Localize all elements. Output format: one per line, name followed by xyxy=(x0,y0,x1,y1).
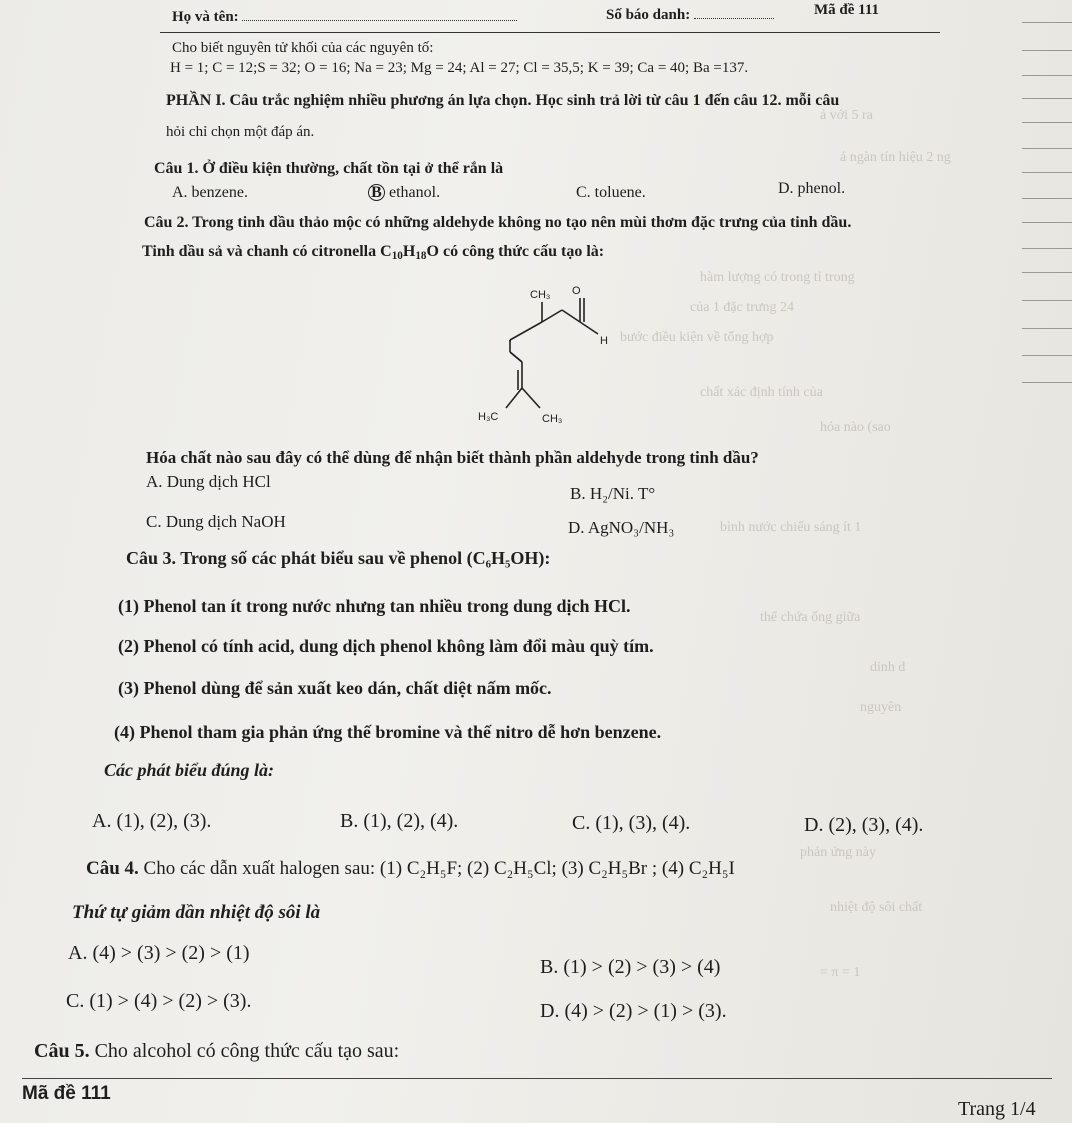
atomic-masses: H = 1; C = 12;S = 32; O = 16; Na = 23; Mg = 24; Al = 27; Cl = 35,5; K = 39; Ca = 40; Ba =137. xyxy=(170,60,749,76)
question-5-text: Cho alcohol có công thức cấu tạo sau: xyxy=(89,1040,400,1062)
question-2-stem-2 xyxy=(142,243,604,261)
name-field xyxy=(172,8,517,26)
candidate-number-blank xyxy=(694,6,774,19)
q2-option-b[interactable]: B. H₂/Ni. T° xyxy=(570,484,656,503)
q2-option-a[interactable]: A. Dung dịch HCl xyxy=(146,472,271,491)
q3-statement-1: (1) Phenol tan ít trong nước nhưng tan nhiều trong dung dịch HCl. xyxy=(118,596,631,616)
q3-option-b[interactable]: B. (1), (2), (4). xyxy=(340,810,459,832)
question-5-label: Câu 5. xyxy=(34,1040,90,1062)
q2-stem2-pre: Tinh dầu sả và chanh có citronella C xyxy=(142,243,392,260)
question-4-stem xyxy=(86,858,735,880)
label-ch3-bottom: CH₃ xyxy=(542,413,563,425)
question-2-label: Câu 2. xyxy=(144,214,189,231)
q1-option-b[interactable] xyxy=(368,184,440,202)
q4-option-b[interactable]: B. (1) > (2) > (3) > (4) xyxy=(540,956,721,978)
exam-code-header: Mã đề 111 xyxy=(814,2,880,18)
question-1-stem xyxy=(154,160,503,178)
part1-heading: PHẦN I. Câu trắc nghiệm nhiều phương án lựa chọn. Học sinh trả lời từ câu 1 đến câu 12. mỗi câu xyxy=(166,92,840,109)
q2-stem2-sub2: 18 xyxy=(415,249,427,262)
question-3-stem xyxy=(126,548,550,569)
q3-option-c[interactable]: C. (1), (3), (4). xyxy=(572,812,691,834)
q2-stem2-mid: H xyxy=(402,243,416,260)
question-2-text: Trong tinh dầu thảo mộc có những aldehyde không no tạo nên mùi thơm đặc trưng của tinh dầu. xyxy=(188,214,852,231)
q4-option-a[interactable]: A. (4) > (3) > (2) > (1) xyxy=(68,942,250,964)
question-4-label: Câu 4. xyxy=(86,858,139,879)
header-rule xyxy=(160,32,940,33)
q4-option-c[interactable]: C. (1) > (4) > (2) > (3). xyxy=(66,990,252,1012)
name-label: Họ và tên: xyxy=(172,9,239,25)
q1-option-d[interactable]: D. phenol. xyxy=(778,180,846,197)
q2-option-d[interactable]: D. AgNO₃/NH₃ xyxy=(568,518,675,537)
q1-option-b-circled: B xyxy=(368,184,385,201)
question-2-stem xyxy=(144,214,851,232)
q1-option-b-text: ethanol. xyxy=(385,184,441,201)
question-5-stem xyxy=(34,1040,399,1063)
question-3-label: Câu 3. xyxy=(126,548,177,568)
q3-statement-3: (3) Phenol dùng để sản xuất keo dán, chất diệt nấm mốc. xyxy=(118,678,552,698)
q2-stem2-post: O có công thức cấu tạo là: xyxy=(426,243,605,260)
question-1-text: Ở điều kiện thường, chất tồn tại ở thể rắn là xyxy=(198,160,504,177)
question-3-question: Các phát biểu đúng là: xyxy=(104,760,275,780)
q3-option-a[interactable]: A. (1), (2), (3). xyxy=(92,810,212,832)
footer-exam-code: Mã đề 111 xyxy=(22,1083,111,1104)
question-2-question: Hóa chất nào sau đây có thể dùng để nhận biết thành phần aldehyde trong tinh dầu? xyxy=(146,448,759,467)
question-4-text: Cho các dẫn xuất halogen sau: (1) C₂H₅F; (2) C₂H₅Cl; (3) C₂H₅Br ; (4) C₂H₅I xyxy=(138,858,735,879)
candidate-number-label: Số báo danh: xyxy=(606,7,691,23)
q3-statement-4: (4) Phenol tham gia phản ứng thế bromine và thế nitro dễ hơn benzene. xyxy=(114,722,662,742)
candidate-number-field xyxy=(606,6,774,24)
exam-page: ả với 5 ra á ngàn tín hiệu 2 ng hàm lượng có trong tỉ trong của 1 đặc trưng 24 bước điều kiện về tổng hợp chất xác định tính của hóa nào (sao bình nước chiếu sáng ít 1 thể chứa ống giữa dinh d nguyên phản ứng này nhiệt độ sôi chất = π = 1 Họ và tên: Số báo danh: Mã đề 111 Cho biết nguyên tử khối của các nguyên tố: H = 1; C = 12;S = 32; O = 16; Na = 23; Mg = 24; Al = 27; Cl = 35,5; K = 39; Ca = 40; Ba =137. PHẦN I. Câu trắc nghiệm nhiều phương án lựa chọn. Học sinh trả lời từ câu 1 đến câu 12. mỗi câu hỏi chỉ chọn một đáp án. Câu 1. Ở điều kiện thường, chất tồn tại ở thể rắn là A. benzene. B ethanol. C. toluene. D. phenol. Câu 2. Trong tinh dầu thảo mộc có những aldehyde không no tạo nên mùi thơm đặc trưng của tinh dầu. Tinh dầu sả và chanh có citronella $C_{10}H_{18}O$ có công thức cấu tạo là: CH₃ O H H₃C CH₃ Hóa chất nào sau đây có thể dùng để nhận biết thành phần aldehyde trong tinh dầu? A. Dung dịch HCl B. H₂/Ni. T° C. Dung dịch NaOH D. AgNO₃/NH₃ Câu 3. Trong số các phát biểu sau về phenol (C₆H₅OH): (1) Phenol tan ít trong nước nhưng tan nhiều trong dung dịch HCl. (2) Phenol có tính acid, dung dịch phenol không làm đổi màu quỳ tím. (3) Phenol dùng để sản xuất keo dán, chất diệt nấm mốc. (4) Phenol tham gia phản ứng thế bromine và thế nitro dễ hơn benzene. Các phát biểu đúng là: A. (1), (2), (3). B. (1), (2), (4). C. (1), (3), (4). D. (2), (3), (4). Câu 4. Cho các dẫn xuất halogen sau: (1) C₂H₅F; (2) C₂H₅Cl; (3) C₂H₅Br ; (4) C₂H₅I Thứ tự giảm dần nhiệt độ sôi là A. (4) > (3) > (2) > (1) B. (1) > (2) > (3) > (4) C. (1) > (4) > (2) > (3). D. (4) > (2) > (1) > (3). Câu 5. Cho alcohol có công thức cấu tạo sau: Mã đề 111 Trang 1/4 xyxy=(0,0,1072,1123)
q3-statement-2: (2) Phenol có tính acid, dung dịch phenol không làm đổi màu quỳ tím. xyxy=(118,636,654,656)
name-blank xyxy=(242,8,517,21)
q2-stem2-sub1: 10 xyxy=(391,249,403,262)
label-h3c: H₃C xyxy=(478,411,499,423)
footer-rule xyxy=(22,1078,1052,1079)
intro-line-1: Cho biết nguyên tử khối của các nguyên tố: xyxy=(172,40,434,56)
citronella-structure xyxy=(470,280,630,430)
q2-option-c[interactable]: C. Dung dịch NaOH xyxy=(146,512,286,531)
part1-heading-2: hỏi chỉ chọn một đáp án. xyxy=(166,124,315,140)
q1-option-a[interactable]: A. benzene. xyxy=(172,184,248,201)
question-4-question: Thứ tự giảm dần nhiệt độ sôi là xyxy=(72,902,321,923)
page-number: Trang 1/4 xyxy=(958,1098,1036,1120)
q3-option-d[interactable]: D. (2), (3), (4). xyxy=(804,814,924,836)
label-ch3-top: CH₃ xyxy=(530,289,551,301)
question-1-label: Câu 1. xyxy=(154,160,199,177)
q4-option-d[interactable]: D. (4) > (2) > (1) > (3). xyxy=(540,1000,727,1022)
label-hydrogen: H xyxy=(600,335,608,347)
q1-option-c[interactable]: C. toluene. xyxy=(576,184,646,201)
label-oxygen: O xyxy=(572,285,581,297)
question-3-text: Trong số các phát biểu sau về phenol (C₆H₅OH): xyxy=(176,548,551,568)
